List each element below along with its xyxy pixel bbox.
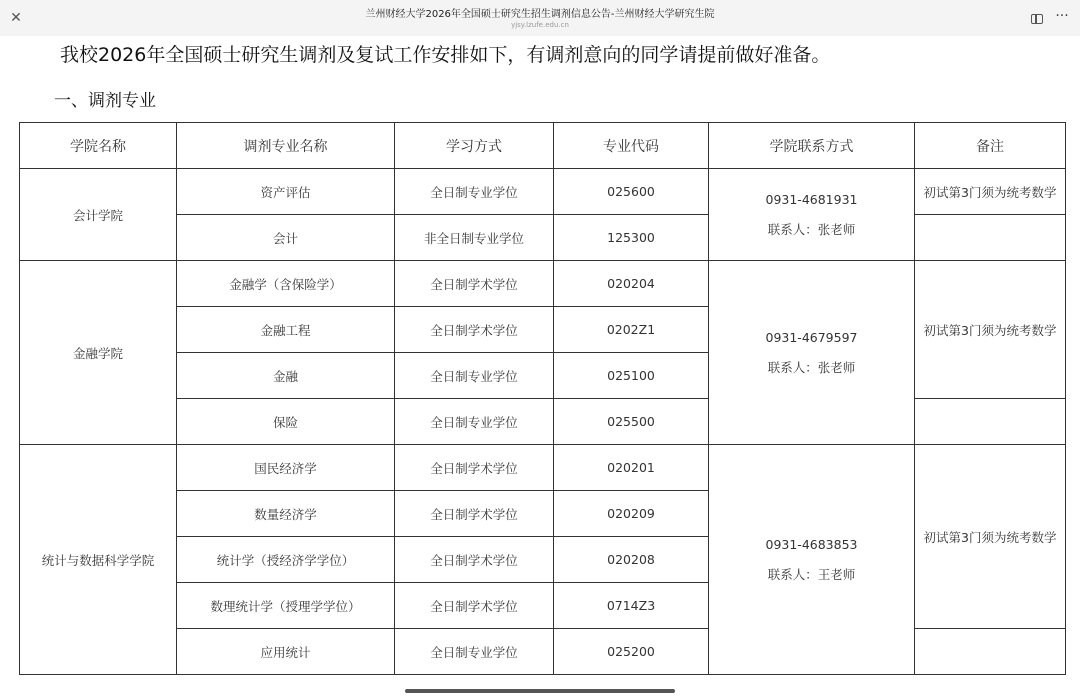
college-name-cell: 会计学院 xyxy=(20,169,177,261)
contact-cell xyxy=(709,261,915,445)
program-code-cell: 025200 xyxy=(554,629,709,675)
header-program: 调剂专业名称 xyxy=(177,123,395,169)
program-name-cell: 保险 xyxy=(177,399,395,445)
study-mode-cell: 全日制学术学位 xyxy=(395,261,554,307)
study-mode-cell: 全日制学术学位 xyxy=(395,583,554,629)
program-name-cell: 数量经济学 xyxy=(177,491,395,537)
program-code-cell: 020209 xyxy=(554,491,709,537)
contact-cell xyxy=(709,445,915,675)
program-name-cell: 金融工程 xyxy=(177,307,395,353)
header-remarks: 备注 xyxy=(915,123,1066,169)
contact-person: 联系人：王老师 xyxy=(767,566,856,582)
study-mode-cell: 全日制专业学位 xyxy=(395,399,554,445)
remark-cell xyxy=(915,629,1066,675)
page-title-area xyxy=(200,8,880,30)
page-title: 兰州财经大学2026年全国硕士研究生招生调剂信息公告-兰州财经大学研究生院 xyxy=(365,9,715,20)
study-mode-cell: 全日制专业学位 xyxy=(395,353,554,399)
contact-phone: 0931-4683853 xyxy=(765,536,858,552)
program-code-cell: 025600 xyxy=(554,169,709,215)
page-url: yjsy.lzufe.edu.cn xyxy=(511,21,569,29)
college-name-cell: 统计与数据科学学院 xyxy=(20,445,177,675)
remark-cell: 初试第3门须为统考数学 xyxy=(915,261,1066,399)
program-name-cell: 统计学（授经济学学位） xyxy=(177,537,395,583)
program-code-cell: 020201 xyxy=(554,445,709,491)
header-program-code: 专业代码 xyxy=(554,123,709,169)
college-name-cell: 金融学院 xyxy=(20,261,177,445)
program-name-cell: 金融学（含保险学） xyxy=(177,261,395,307)
program-table xyxy=(19,122,1066,675)
program-name-cell: 应用统计 xyxy=(177,629,395,675)
program-code-cell: 025100 xyxy=(554,353,709,399)
close-icon[interactable]: ✕ xyxy=(10,10,22,26)
contact-person: 联系人：张老师 xyxy=(767,359,856,375)
program-name-cell: 金融 xyxy=(177,353,395,399)
sidebar-toggle-icon[interactable] xyxy=(1031,14,1043,24)
program-code-cell: 020208 xyxy=(554,537,709,583)
program-name-cell: 国民经济学 xyxy=(177,445,395,491)
study-mode-cell: 全日制学术学位 xyxy=(395,491,554,537)
more-options-icon[interactable]: ··· xyxy=(1055,8,1069,24)
program-name-cell: 资产评估 xyxy=(177,169,395,215)
section-heading: 一、调剂专业 xyxy=(54,91,156,111)
remark-cell: 初试第3门须为统考数学 xyxy=(915,169,1066,215)
remark-cell xyxy=(915,399,1066,445)
home-indicator xyxy=(405,689,675,693)
program-name-cell: 数理统计学（授理学学位） xyxy=(177,583,395,629)
study-mode-cell: 全日制学术学位 xyxy=(395,445,554,491)
remark-cell xyxy=(915,215,1066,261)
header-college: 学院名称 xyxy=(20,123,177,169)
table-row xyxy=(20,445,1066,491)
study-mode-cell: 全日制学术学位 xyxy=(395,537,554,583)
contact-phone: 0931-4681931 xyxy=(765,191,858,207)
contact-person: 联系人：张老师 xyxy=(767,221,856,237)
browser-top-bar xyxy=(0,0,1080,36)
table-header-row xyxy=(20,123,1066,169)
table-row xyxy=(20,261,1066,307)
program-code-cell: 0714Z3 xyxy=(554,583,709,629)
program-name-cell: 会计 xyxy=(177,215,395,261)
intro-paragraph: 我校2026年全国硕士研究生调剂及复试工作安排如下，有调剂意向的同学请提前做好准备。 xyxy=(60,44,831,66)
study-mode-cell: 全日制学术学位 xyxy=(395,307,554,353)
study-mode-cell: 非全日制专业学位 xyxy=(395,215,554,261)
contact-phone: 0931-4679597 xyxy=(765,329,858,345)
study-mode-cell: 全日制专业学位 xyxy=(395,169,554,215)
header-study-mode: 学习方式 xyxy=(395,123,554,169)
program-code-cell: 020204 xyxy=(554,261,709,307)
program-code-cell: 125300 xyxy=(554,215,709,261)
program-code-cell: 0202Z1 xyxy=(554,307,709,353)
remark-cell: 初试第3门须为统考数学 xyxy=(915,445,1066,629)
program-code-cell: 025500 xyxy=(554,399,709,445)
header-contact: 学院联系方式 xyxy=(709,123,915,169)
table-row xyxy=(20,169,1066,215)
study-mode-cell: 全日制专业学位 xyxy=(395,629,554,675)
contact-cell xyxy=(709,169,915,261)
